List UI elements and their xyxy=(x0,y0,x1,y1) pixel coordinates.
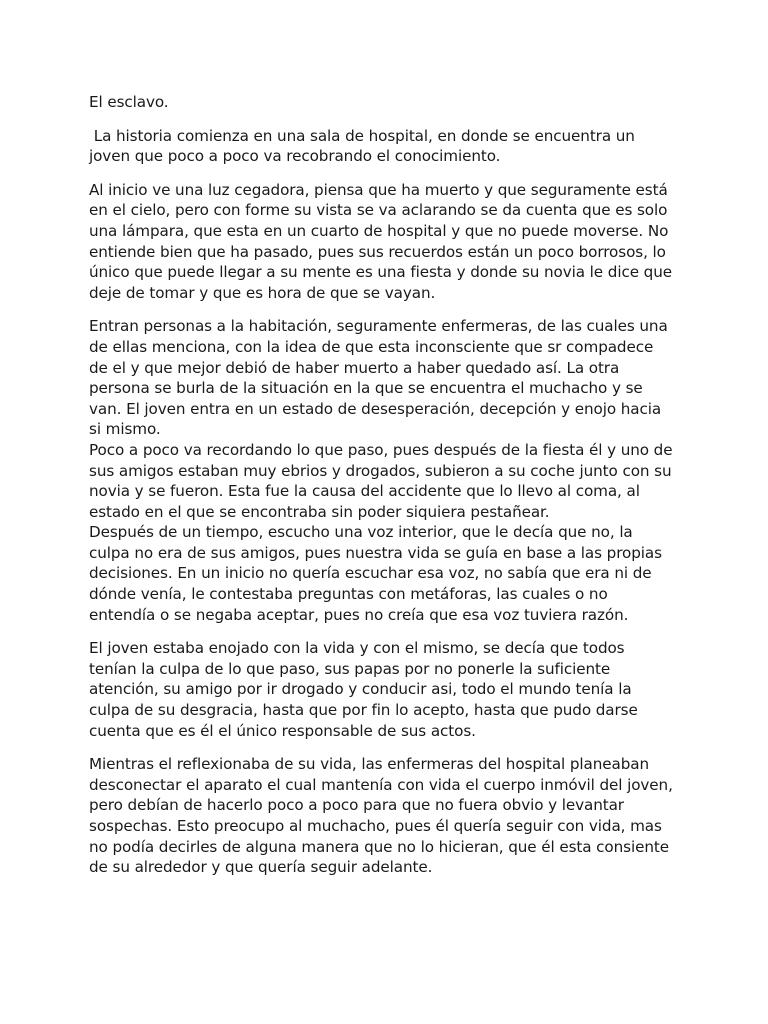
paragraph-line: de su alrededor y que quería seguir adelante. xyxy=(89,858,433,877)
paragraph-line: en el cielo, pero con forme su vista se va aclarando se da cuenta que es solo xyxy=(89,201,668,220)
paragraph-line: joven que poco a poco va recobrando el conocimiento. xyxy=(89,147,501,166)
paragraph-line: novia y se fueron. Esta fue la causa del accidente que lo llevo al coma, al xyxy=(89,482,640,501)
document-body xyxy=(89,92,689,891)
paragraph-line: si mismo. xyxy=(89,420,161,439)
paragraph-line: van. El joven entra en un estado de desesperación, decepción y enojo hacia xyxy=(89,399,662,418)
paragraph-line: desconectar el aparato el cual mantenía con vida el cuerpo inmóvil del joven, xyxy=(89,775,673,794)
paragraph-line: dónde venía, le contestaba preguntas con metáforas, las cuales o no xyxy=(89,585,608,604)
paragraph-line: atención, su amigo por ir drogado y conducir asi, todo el mundo tenía la xyxy=(89,680,632,699)
paragraph-line: único que puede llegar a su mente es una fiesta y donde su novia le dice que xyxy=(89,263,672,282)
paragraph-7 xyxy=(89,754,689,878)
title-line: El esclavo. xyxy=(89,93,169,111)
paragraph-6 xyxy=(89,638,689,741)
paragraph-1 xyxy=(89,126,689,167)
paragraph-line: cuenta que es él el único responsable de sus actos. xyxy=(89,721,476,740)
paragraph-line: sospechas. Esto preocupo al muchacho, pues él quería seguir con vida, mas xyxy=(89,817,662,835)
paragraph-line: no podía decirles de alguna manera que no lo hicieran, que él esta consiente xyxy=(89,837,669,856)
paragraph-line: Mientras el reflexionaba de su vida, las enfermeras del hospital planeaban xyxy=(89,755,650,774)
paragraph-line: una lámpara, que esta en un cuarto de hospital y que no puede moverse. No xyxy=(89,221,669,240)
paragraph-line: deje de tomar y que es hora de que se vayan. xyxy=(89,283,436,302)
paragraph-line: pero debían de hacerlo poco a poco para que no fuera obvio y levantar xyxy=(89,796,624,815)
paragraph-5 xyxy=(89,522,689,625)
paragraph-line: de el y que mejor debió de haber muerto a haber quedado así. La otra xyxy=(89,358,620,377)
paragraph-line: La historia comienza en una sala de hospital, en donde se encuentra un xyxy=(89,126,635,145)
paragraph-2 xyxy=(89,180,689,304)
paragraph-4 xyxy=(89,440,689,522)
paragraph-line: Entran personas a la habitación, seguramente enfermeras, de las cuales una xyxy=(89,317,668,336)
paragraph-line: estado en el que se encontraba sin poder siquiera pestañear. xyxy=(89,502,550,521)
paragraph-line: de ellas menciona, con la idea de que esta inconsciente que sr compadece xyxy=(89,337,654,356)
paragraph-line: culpa de su desgracia, hasta que por fin lo acepto, hasta que pudo darse xyxy=(89,701,638,720)
paragraph-line: Poco a poco va recordando lo que paso, pues después de la fiesta él y uno de xyxy=(89,440,673,459)
paragraph-line: decisiones. En un inicio no quería escuchar esa voz, no sabía que era ni de xyxy=(89,564,652,583)
paragraph-3 xyxy=(89,316,689,440)
paragraph-line: El joven estaba enojado con la vida y con el mismo, se decía que todos xyxy=(89,639,625,658)
paragraph-line: entiende bien que ha pasado, pues sus recuerdos están un poco borrosos, lo xyxy=(89,242,666,261)
paragraph-line: sus amigos estaban muy ebrios y drogados, subieron a su coche junto con su xyxy=(89,461,672,480)
document-title xyxy=(89,92,689,113)
paragraph-line: tenían la culpa de lo que paso, sus papas por no ponerle la suficiente xyxy=(89,659,611,678)
paragraph-line: entendía o se negaba aceptar, pues no creía que esa voz tuviera razón. xyxy=(89,605,629,624)
paragraph-line: Al inicio ve una luz cegadora, piensa que ha muerto y que seguramente está xyxy=(89,180,668,199)
paragraph-line: Después de un tiempo, escucho una voz interior, que le decía que no, la xyxy=(89,523,633,542)
paragraph-line: culpa no era de sus amigos, pues nuestra vida se guía en base a las propias xyxy=(89,543,662,562)
paragraph-line: persona se burla de la situación en la que se encuentra el muchacho y se xyxy=(89,379,643,398)
